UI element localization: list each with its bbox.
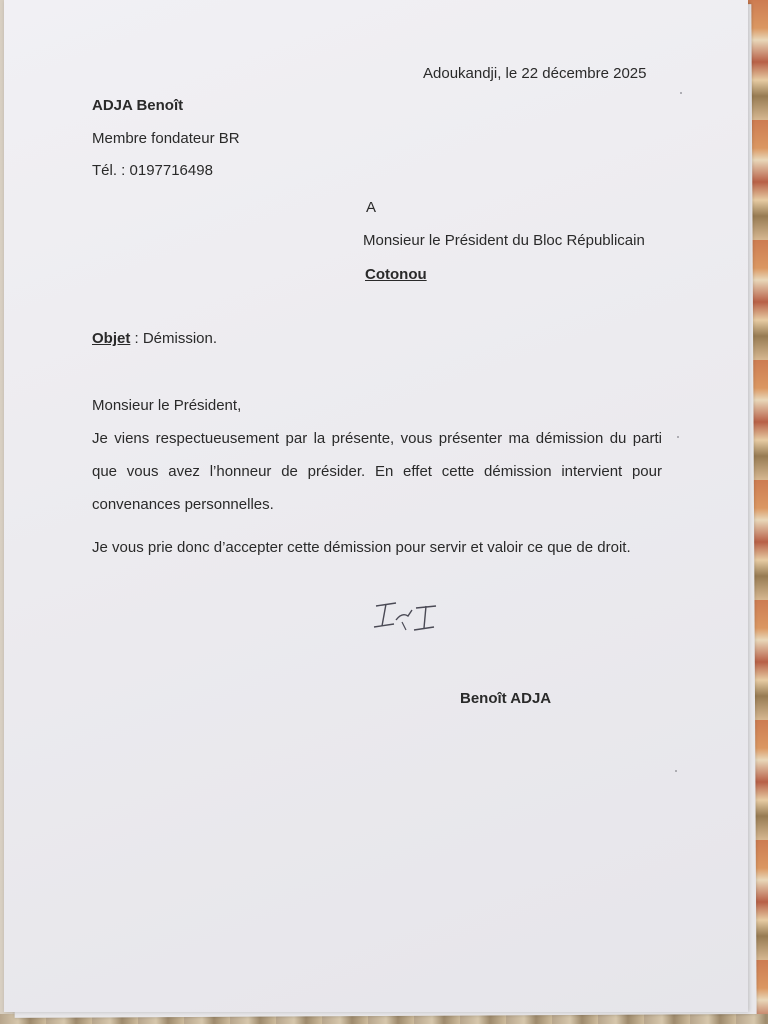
letter-sheet	[4, 0, 748, 1012]
signatory-name: Benoît ADJA	[460, 690, 552, 707]
sender-name: ADJA Benoît	[92, 97, 184, 114]
paper-speck	[677, 436, 679, 438]
place-date: Adoukandji, le 22 décembre 2025	[423, 65, 647, 82]
subject-text: : Démission.	[130, 330, 218, 347]
subject-label: Objet	[92, 330, 131, 347]
recipient: Monsieur le Président du Bloc Républicain	[363, 232, 645, 249]
sender-role: Membre fondateur BR	[92, 130, 240, 147]
subject-line	[92, 329, 217, 349]
to-label: A	[366, 199, 377, 216]
paper-speck	[675, 770, 677, 772]
body-paragraph-1: Je viens respectueusement par la présente, vous présenter ma démission du parti que vous avez l’honneur de présider. En effet cette démission intervient pour convenances personnelles.	[92, 430, 662, 513]
body-paragraph-2: Je vous prie donc d’accepter cette démission pour servir et valoir ce que de droit.	[92, 539, 631, 556]
handwritten-signature	[372, 600, 440, 634]
paper-speck	[680, 92, 682, 94]
sender-phone: Tél. : 0197716498	[92, 162, 213, 179]
recipient-city: Cotonou	[365, 266, 427, 283]
salutation: Monsieur le Président,	[92, 397, 242, 414]
